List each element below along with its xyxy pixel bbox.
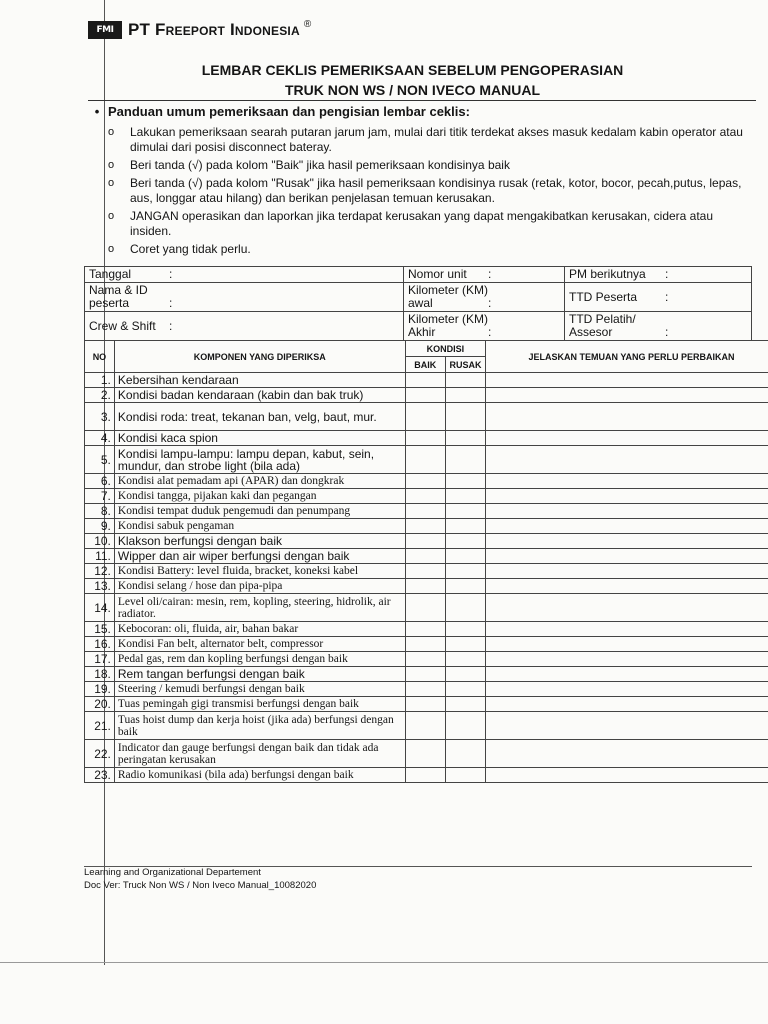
baik-checkbox-cell[interactable] xyxy=(405,622,445,637)
rusak-checkbox-cell[interactable] xyxy=(445,549,485,564)
rusak-checkbox-cell[interactable] xyxy=(445,564,485,579)
rusak-checkbox-cell[interactable] xyxy=(445,534,485,549)
row-number: 22. xyxy=(85,740,115,768)
component-label: Pedal gas, rem dan kopling berfungsi dengan baik xyxy=(114,652,405,667)
row-number: 16. xyxy=(85,637,115,652)
finding-description-cell[interactable] xyxy=(486,489,768,504)
tanggal-field[interactable]: Tanggal : xyxy=(85,267,404,283)
finding-description-cell[interactable] xyxy=(486,504,768,519)
component-label: Wipper dan air wiper berfungsi dengan baik xyxy=(114,549,405,564)
circle-bullet-icon: o xyxy=(108,159,115,171)
component-label: Kondisi Fan belt, alternator belt, compressor xyxy=(114,637,405,652)
guide-list xyxy=(86,125,746,257)
row-number: 14. xyxy=(85,594,115,622)
finding-description-cell[interactable] xyxy=(486,622,768,637)
document-title-line1: LEMBAR CEKLIS PEMERIKSAAN SEBELUM PENGOPERASIAN xyxy=(201,62,624,78)
table-row xyxy=(85,667,768,682)
baik-checkbox-cell[interactable] xyxy=(405,682,445,697)
rusak-checkbox-cell[interactable] xyxy=(445,388,485,403)
company-name: PT Freeport Indonesia xyxy=(128,20,300,39)
finding-description-cell[interactable] xyxy=(486,474,768,489)
table-row xyxy=(85,431,768,446)
component-label: Rem tangan berfungsi dengan baik xyxy=(114,667,405,682)
guide-item: o Lakukan pemeriksaan searah putaran jarum jam, mulai dari titik terdekat akses masuk kedalam kabin operator atau dimulai dari posisi disconnect bateray. xyxy=(108,125,743,154)
col-header-jelaskan: JELASKAN TEMUAN YANG PERLU PERBAIKAN xyxy=(486,341,768,373)
finding-description-cell[interactable] xyxy=(486,579,768,594)
table-row xyxy=(85,373,768,388)
row-number: 12. xyxy=(85,564,115,579)
row-number: 19. xyxy=(85,682,115,697)
footer-department: Learning and Organizational Departement xyxy=(84,867,261,878)
row-number: 18. xyxy=(85,667,115,682)
rusak-checkbox-cell[interactable] xyxy=(445,697,485,712)
rusak-checkbox-cell[interactable] xyxy=(445,712,485,740)
baik-checkbox-cell[interactable] xyxy=(405,519,445,534)
finding-description-cell[interactable] xyxy=(486,594,768,622)
inspection-table xyxy=(84,340,768,783)
circle-bullet-icon: o xyxy=(108,210,115,222)
component-label: Level oli/cairan: mesin, rem, kopling, steering, hidrolik, air radiator. xyxy=(114,594,405,622)
table-row xyxy=(85,740,768,768)
row-number: 5. xyxy=(85,446,115,474)
table-row xyxy=(85,446,768,474)
row-number: 20. xyxy=(85,697,115,712)
ttd-peserta-field[interactable]: TTD Peserta : xyxy=(565,283,752,312)
baik-checkbox-cell[interactable] xyxy=(405,534,445,549)
row-number: 8. xyxy=(85,504,115,519)
row-number: 4. xyxy=(85,431,115,446)
registered-mark-icon: ® xyxy=(303,18,312,30)
baik-checkbox-cell[interactable] xyxy=(405,446,445,474)
finding-description-cell[interactable] xyxy=(486,697,768,712)
finding-description-cell[interactable] xyxy=(486,431,768,446)
rusak-checkbox-cell[interactable] xyxy=(445,579,485,594)
rusak-checkbox-cell[interactable] xyxy=(445,519,485,534)
row-number: 2. xyxy=(85,388,115,403)
table-row xyxy=(85,697,768,712)
circle-bullet-icon: o xyxy=(108,243,115,255)
finding-description-cell[interactable] xyxy=(486,652,768,667)
rusak-checkbox-cell[interactable] xyxy=(445,403,485,431)
circle-bullet-icon: o xyxy=(108,177,115,189)
rusak-checkbox-cell[interactable] xyxy=(445,637,485,652)
guide-section xyxy=(86,104,746,260)
component-label: Tuas hoist dump dan kerja hoist (jika ada) berfungsi dengan baik xyxy=(114,712,405,740)
table-row xyxy=(85,403,768,431)
row-number: 9. xyxy=(85,519,115,534)
baik-checkbox-cell[interactable] xyxy=(405,740,445,768)
rusak-checkbox-cell[interactable] xyxy=(445,622,485,637)
baik-checkbox-cell[interactable] xyxy=(405,549,445,564)
finding-description-cell[interactable] xyxy=(486,549,768,564)
table-row xyxy=(85,489,768,504)
baik-checkbox-cell[interactable] xyxy=(405,667,445,682)
component-label: Steering / kemudi berfungsi dengan baik xyxy=(114,682,405,697)
baik-checkbox-cell[interactable] xyxy=(405,474,445,489)
baik-checkbox-cell[interactable] xyxy=(405,652,445,667)
component-label: Radio komunikasi (bila ada) berfungsi dengan baik xyxy=(114,768,405,783)
component-label: Kondisi tangga, pijakan kaki dan pegangan xyxy=(114,489,405,504)
row-number: 3. xyxy=(85,403,115,431)
finding-description-cell[interactable] xyxy=(486,637,768,652)
rusak-checkbox-cell[interactable] xyxy=(445,373,485,388)
table-row xyxy=(85,579,768,594)
finding-description-cell[interactable] xyxy=(486,373,768,388)
guide-heading xyxy=(86,104,746,119)
component-label: Kebocoran: oli, fluida, air, bahan bakar xyxy=(114,622,405,637)
col-header-komponen: KOMPONEN YANG DIPERIKSA xyxy=(114,341,405,373)
baik-checkbox-cell[interactable] xyxy=(405,403,445,431)
title-divider xyxy=(88,100,756,101)
rusak-checkbox-cell[interactable] xyxy=(445,594,485,622)
table-row xyxy=(85,652,768,667)
component-label: Kondisi Battery: level fluida, bracket, koneksi kabel xyxy=(114,564,405,579)
rusak-checkbox-cell[interactable] xyxy=(445,768,485,783)
finding-description-cell[interactable] xyxy=(486,446,768,474)
baik-checkbox-cell[interactable] xyxy=(405,712,445,740)
component-label: Indicator dan gauge berfungsi dengan baik dan tidak ada peringatan kerusakan xyxy=(114,740,405,768)
rusak-checkbox-cell[interactable] xyxy=(445,431,485,446)
table-row xyxy=(85,564,768,579)
nomor-unit-field[interactable]: Nomor unit : xyxy=(404,267,565,283)
guide-heading-text: Panduan umum pemeriksaan dan pengisian lembar ceklis: xyxy=(108,104,470,119)
table-row xyxy=(85,474,768,489)
table-row xyxy=(85,388,768,403)
baik-checkbox-cell[interactable] xyxy=(405,637,445,652)
finding-description-cell[interactable] xyxy=(486,682,768,697)
table-row xyxy=(85,682,768,697)
guide-item: o JANGAN operasikan dan laporkan jika terdapat kerusakan yang dapat mengakibatkan kerusakan, cidera atau insiden. xyxy=(108,209,714,238)
row-number: 11. xyxy=(85,549,115,564)
table-row xyxy=(85,712,768,740)
component-label: Kondisi lampu-lampu: lampu depan, kabut, sein, mundur, dan strobe light (bila ada) xyxy=(114,446,405,474)
table-row xyxy=(85,637,768,652)
table-row xyxy=(85,594,768,622)
finding-description-cell[interactable] xyxy=(486,564,768,579)
rusak-checkbox-cell[interactable] xyxy=(445,652,485,667)
page-bottom-edge xyxy=(0,962,768,963)
rusak-checkbox-cell[interactable] xyxy=(445,474,485,489)
component-label: Tuas pemingah gigi transmisi berfungsi dengan baik xyxy=(114,697,405,712)
document-title-line2: TRUK NON WS / NON IVECO MANUAL xyxy=(284,82,541,98)
component-label: Kondisi badan kendaraan (kabin dan bak truk) xyxy=(114,388,405,403)
table-row xyxy=(85,519,768,534)
finding-description-cell[interactable] xyxy=(486,403,768,431)
rusak-checkbox-cell[interactable] xyxy=(445,667,485,682)
finding-description-cell[interactable] xyxy=(486,768,768,783)
baik-checkbox-cell[interactable] xyxy=(405,564,445,579)
company-logo xyxy=(88,20,311,40)
finding-description-cell[interactable] xyxy=(486,519,768,534)
baik-checkbox-cell[interactable] xyxy=(405,489,445,504)
col-header-baik: BAIK xyxy=(405,357,445,373)
component-label: Kondisi sabuk pengaman xyxy=(114,519,405,534)
crew-shift-field[interactable]: Crew & Shift : xyxy=(85,312,404,341)
finding-description-cell[interactable] xyxy=(486,534,768,549)
baik-checkbox-cell[interactable] xyxy=(405,594,445,622)
component-label: Kebersihan kendaraan xyxy=(114,373,405,388)
finding-description-cell[interactable] xyxy=(486,388,768,403)
guide-item: o Beri tanda (√) pada kolom "Baik" jika hasil pemeriksaan kondisinya baik xyxy=(108,158,510,172)
row-number: 17. xyxy=(85,652,115,667)
component-label: Kondisi tempat duduk pengemudi dan penumpang xyxy=(114,504,405,519)
footer xyxy=(84,866,316,892)
baik-checkbox-cell[interactable] xyxy=(405,504,445,519)
nama-id-field[interactable]: Nama & ID peserta : xyxy=(85,283,404,312)
baik-checkbox-cell[interactable] xyxy=(405,579,445,594)
circle-bullet-icon: o xyxy=(108,126,115,138)
row-number: 1. xyxy=(85,373,115,388)
table-row xyxy=(85,549,768,564)
table-row xyxy=(85,768,768,783)
component-label: Kondisi roda: treat, tekanan ban, velg, baut, mur. xyxy=(114,403,405,431)
row-number: 13. xyxy=(85,579,115,594)
finding-description-cell[interactable] xyxy=(486,667,768,682)
col-header-rusak: RUSAK xyxy=(445,357,485,373)
component-label: Kondisi kaca spion xyxy=(114,431,405,446)
fmi-logo-icon: FMI xyxy=(88,21,122,39)
baik-checkbox-cell[interactable] xyxy=(405,768,445,783)
finding-description-cell[interactable] xyxy=(486,740,768,768)
baik-checkbox-cell[interactable] xyxy=(405,697,445,712)
row-number: 23. xyxy=(85,768,115,783)
row-number: 21. xyxy=(85,712,115,740)
footer-doc-version: Doc Ver: Truck Non WS / Non Iveco Manual_10082020 xyxy=(84,880,317,891)
baik-checkbox-cell[interactable] xyxy=(405,373,445,388)
pm-berikutnya-field[interactable]: PM berikutnya : xyxy=(565,267,752,283)
baik-checkbox-cell[interactable] xyxy=(405,431,445,446)
ttd-pelatih-field[interactable]: TTD Pelatih/ Assesor : xyxy=(565,312,752,341)
row-number: 7. xyxy=(85,489,115,504)
info-table xyxy=(84,266,752,341)
row-number: 6. xyxy=(85,474,115,489)
km-akhir-field[interactable]: Kilometer (KM) Akhir : xyxy=(404,312,565,341)
col-header-no: NO xyxy=(85,341,115,373)
baik-checkbox-cell[interactable] xyxy=(405,388,445,403)
row-number: 15. xyxy=(85,622,115,637)
guide-item: o Coret yang tidak perlu. xyxy=(108,242,251,256)
component-label: Kondisi alat pemadam api (APAR) dan dongkrak xyxy=(114,474,405,489)
bullet-icon: • xyxy=(94,104,100,119)
rusak-checkbox-cell[interactable] xyxy=(445,446,485,474)
component-label: Klakson berfungsi dengan baik xyxy=(114,534,405,549)
rusak-checkbox-cell[interactable] xyxy=(445,740,485,768)
rusak-checkbox-cell[interactable] xyxy=(445,504,485,519)
component-label: Kondisi selang / hose dan pipa-pipa xyxy=(114,579,405,594)
rusak-checkbox-cell[interactable] xyxy=(445,682,485,697)
table-row xyxy=(85,622,768,637)
rusak-checkbox-cell[interactable] xyxy=(445,489,485,504)
guide-item: o Beri tanda (√) pada kolom "Rusak" jika hasil pemeriksaan kondisinya rusak (retak, kotor, bocor, pecah,putus, lepas, aus, longgar atau hilang) dan berikan penjelasan temuan kerusakan. xyxy=(108,176,742,205)
col-header-kondisi: KONDISI xyxy=(405,341,485,357)
km-awal-field[interactable]: Kilometer (KM) awal : xyxy=(404,283,565,312)
table-row xyxy=(85,504,768,519)
finding-description-cell[interactable] xyxy=(486,712,768,740)
row-number: 10. xyxy=(85,534,115,549)
table-row xyxy=(85,534,768,549)
